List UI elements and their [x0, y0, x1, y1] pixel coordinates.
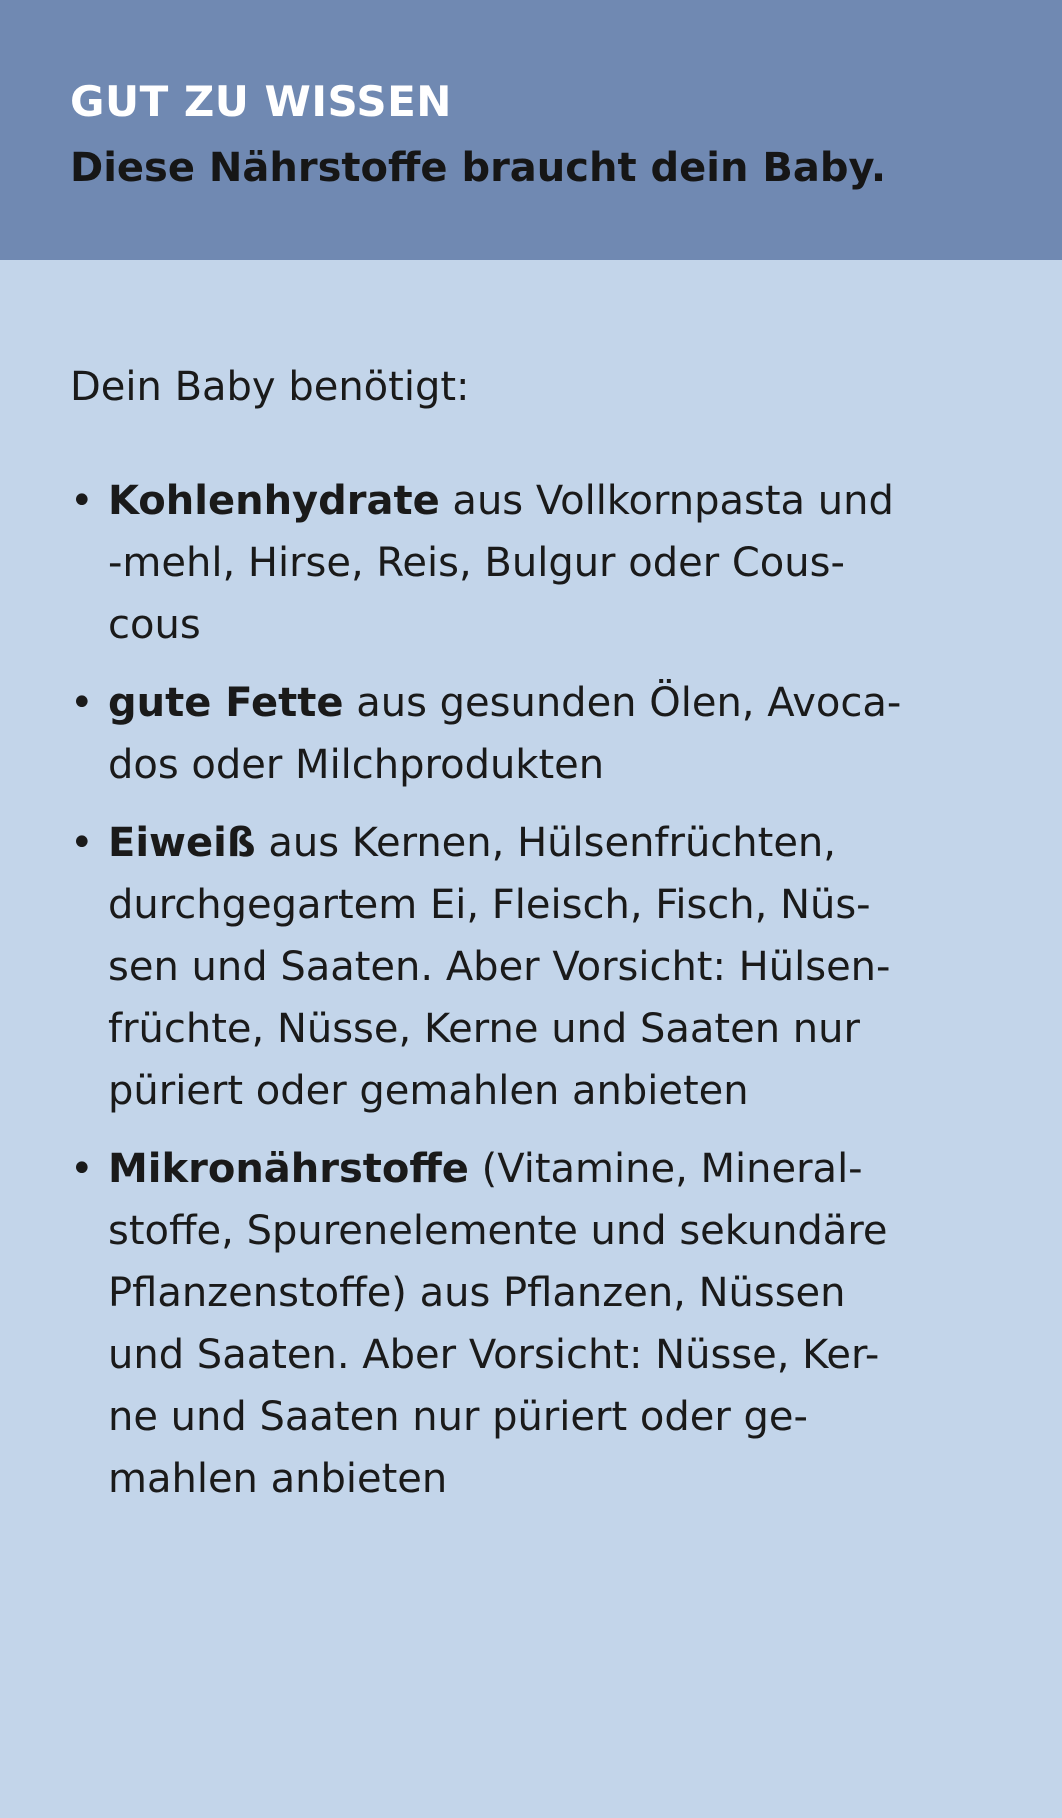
- list-item-micronutrients: [70, 1138, 1010, 1510]
- item-text: aus Vollkornpasta und: [439, 478, 894, 524]
- item-term: Kohlenhydrate: [108, 478, 440, 524]
- eyebrow-label: GUT ZU WISSEN: [70, 77, 452, 126]
- page-title: Diese Nährstoffe braucht dein Baby.: [70, 145, 887, 191]
- bullet-icon: •: [70, 1146, 94, 1192]
- item-line: [108, 812, 1010, 874]
- item-text: aus gesunden Ölen, Avoca-: [343, 680, 902, 726]
- nutrient-list: [70, 470, 1010, 1510]
- item-line: früchte, Nüsse, Kerne und Saaten nur: [108, 1006, 860, 1052]
- item-line: mahlen anbieten: [108, 1456, 448, 1502]
- bullet-icon: •: [70, 680, 94, 726]
- item-line: Pflanzenstoffe) aus Pflanzen, Nüssen: [108, 1270, 846, 1316]
- content-body: [70, 356, 1010, 1526]
- item-line: -mehl, Hirse, Reis, Bulgur oder Cous-: [108, 540, 845, 586]
- item-line: [108, 672, 1010, 734]
- bullet-icon: •: [70, 820, 94, 866]
- item-line: püriert oder gemahlen anbieten: [108, 1068, 749, 1114]
- item-line: [108, 1138, 1010, 1200]
- item-term: gute Fette: [108, 680, 344, 726]
- item-line: und Saaten. Aber Vorsicht: Nüsse, Ker-: [108, 1332, 880, 1378]
- header-band: [0, 0, 1062, 260]
- intro-text: Dein Baby benötigt:: [70, 364, 470, 410]
- item-term: Mikronährstoffe: [108, 1146, 469, 1192]
- item-line: cous: [108, 602, 201, 648]
- bullet-icon: •: [70, 478, 94, 524]
- item-line: [108, 470, 1010, 532]
- list-item-protein: [70, 812, 1010, 1122]
- item-term: Eiweiß: [108, 820, 256, 866]
- item-line: stoffe, Spurenelemente und sekundäre: [108, 1208, 888, 1254]
- item-line: dos oder Milchprodukten: [108, 742, 605, 788]
- item-line: durchgegartem Ei, Fleisch, Fisch, Nüs-: [108, 882, 871, 928]
- item-text: (Vitamine, Mineral-: [468, 1146, 863, 1192]
- item-text: aus Kernen, Hülsenfrüchten,: [255, 820, 836, 866]
- list-item-good-fats: [70, 672, 1010, 796]
- item-line: sen und Saaten. Aber Vorsicht: Hülsen-: [108, 944, 891, 990]
- list-item-carbohydrates: [70, 470, 1010, 656]
- item-line: ne und Saaten nur püriert oder ge-: [108, 1394, 808, 1440]
